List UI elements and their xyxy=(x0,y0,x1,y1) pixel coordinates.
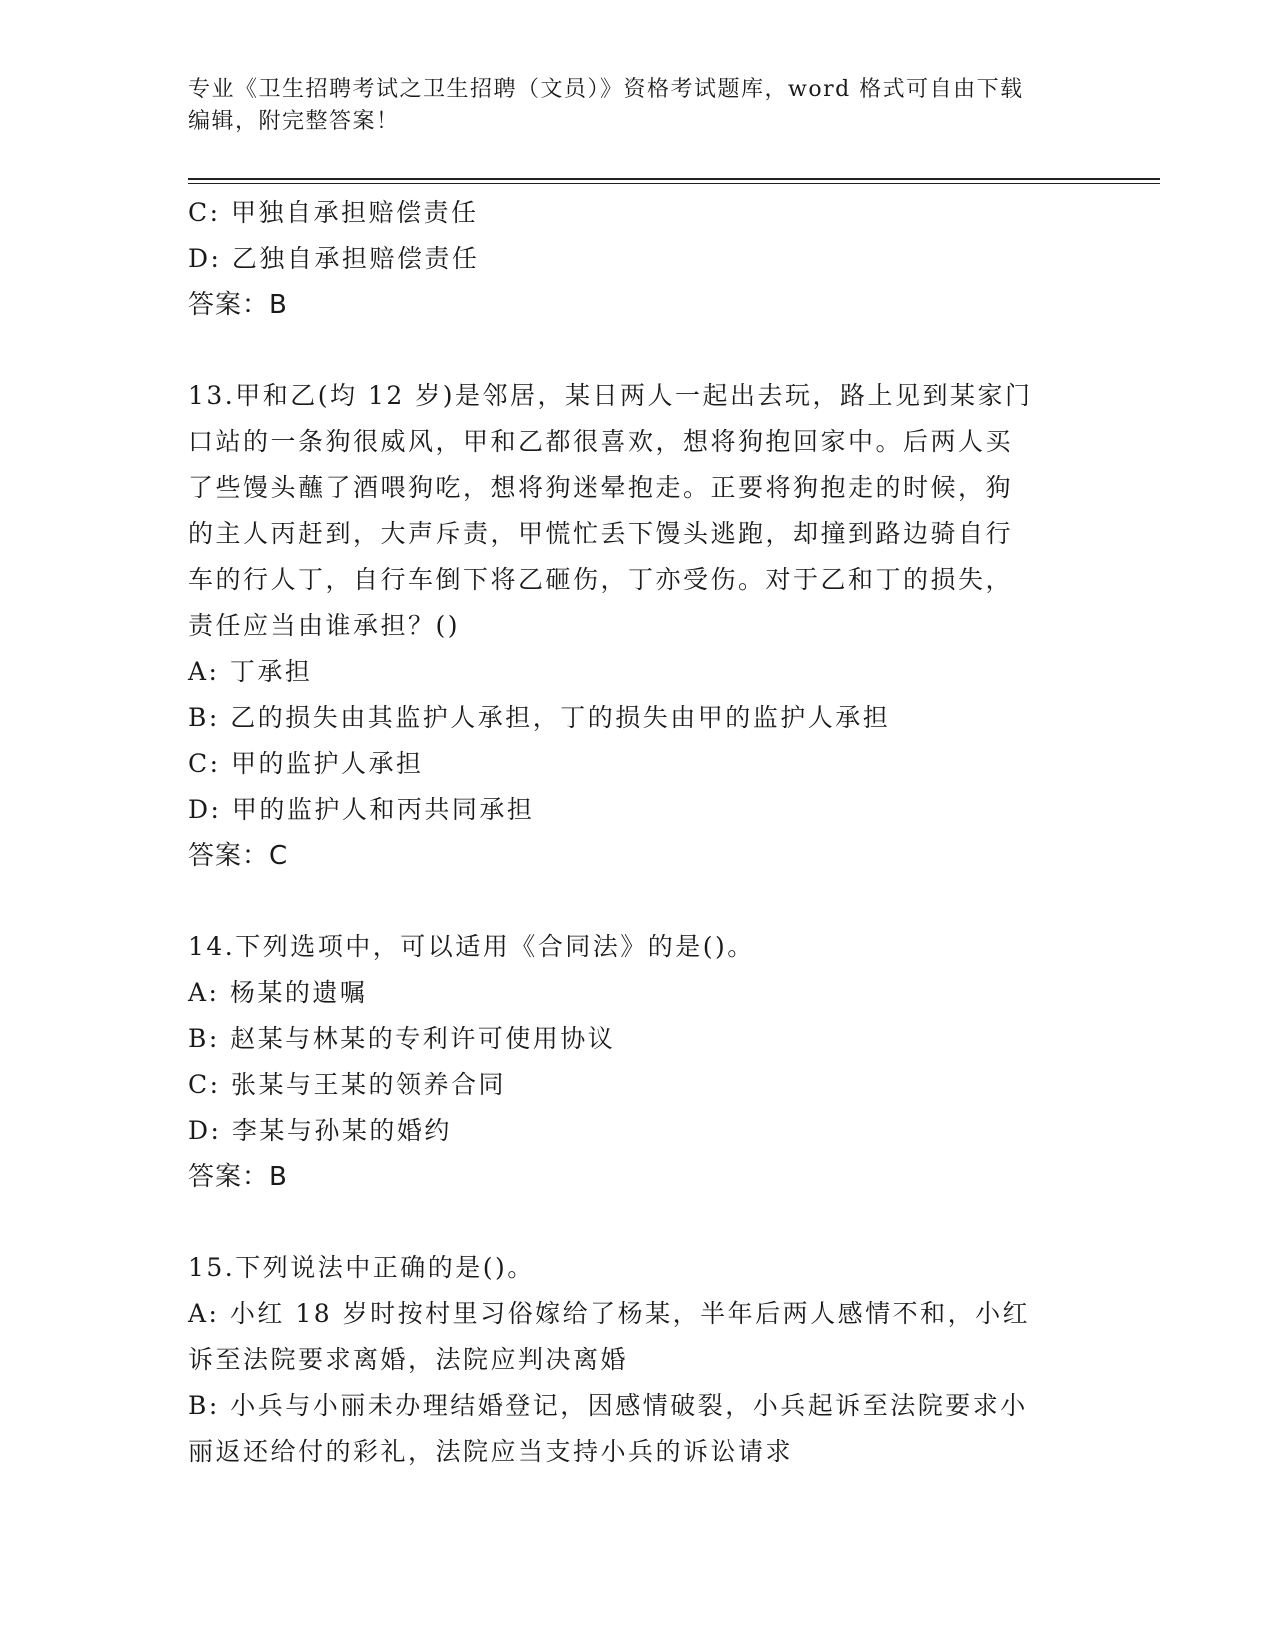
question-13 xyxy=(188,373,1088,879)
header-rule-thick xyxy=(188,178,1160,180)
option-a: A: 丁承担 xyxy=(188,657,313,686)
option-c: C: 甲的监护人承担 xyxy=(188,749,424,778)
header-title-line-1: 专业《卫生招聘考试之卫生招聘（文员）》资格考试题库，word 格式可自由下载 xyxy=(188,77,1024,102)
option-a-continued: 诉至法院要求离婚，法院应判决离婚 xyxy=(188,1345,629,1374)
question-stem-line: 14.下列选项中，可以适用《合同法》的是()。 xyxy=(188,932,755,961)
option-d: D: 李某与孙某的婚约 xyxy=(188,1116,452,1145)
spacer xyxy=(188,328,1088,373)
option-b-continued: 丽返还给付的彩礼，法院应当支持小兵的诉讼请求 xyxy=(188,1437,794,1466)
header-rule-thin xyxy=(188,183,1160,184)
question-stem-line: 的主人丙赶到，大声斥责，甲慌忙丢下馒头逃跑，却撞到路边骑自行 xyxy=(188,519,1014,548)
question-list xyxy=(188,190,1088,1475)
answer: 答案：B xyxy=(188,290,288,320)
option-c: C: 甲独自承担赔偿责任 xyxy=(188,198,479,227)
option-a: A: 小红 18 岁时按村里习俗嫁给了杨某，半年后两人感情不和，小红 xyxy=(188,1299,1031,1328)
answer: 答案：B xyxy=(188,1162,288,1192)
option-a: A: 杨某的遗嘱 xyxy=(188,978,368,1007)
spacer xyxy=(188,879,1088,924)
header-title-line-2: 编辑，附完整答案！ xyxy=(188,109,400,134)
question-12 xyxy=(188,190,1088,328)
question-stem-line: 责任应当由谁承担？() xyxy=(188,611,461,640)
question-stem-line: 15.下列说法中正确的是()。 xyxy=(188,1253,535,1282)
question-14 xyxy=(188,924,1088,1200)
spacer xyxy=(188,1200,1088,1245)
option-b: B: 赵某与林某的专利许可使用协议 xyxy=(188,1024,616,1053)
option-c: C: 张某与王某的领养合同 xyxy=(188,1070,506,1099)
option-b: B: 乙的损失由其监护人承担，丁的损失由甲的监护人承担 xyxy=(188,703,891,732)
question-stem-line: 了些馒头蘸了酒喂狗吃，想将狗迷晕抱走。正要将狗抱走的时候，狗 xyxy=(188,473,1014,502)
question-stem-line: 口站的一条狗很威风，甲和乙都很喜欢，想将狗抱回家中。后两人买 xyxy=(188,427,1014,456)
option-b: B: 小兵与小丽未办理结婚登记，因感情破裂，小兵起诉至法院要求小 xyxy=(188,1391,1028,1420)
question-stem-line: 13.甲和乙(均 12 岁)是邻居，某日两人一起出去玩，路上见到某家门 xyxy=(188,381,1033,410)
question-stem-line: 车的行人丁，自行车倒下将乙砸伤，丁亦受伤。对于乙和丁的损失， xyxy=(188,565,1014,594)
document-header xyxy=(188,74,1088,138)
question-15 xyxy=(188,1245,1088,1475)
answer: 答案：C xyxy=(188,841,289,871)
option-d: D: 乙独自承担赔偿责任 xyxy=(188,244,480,273)
option-d: D: 甲的监护人和丙共同承担 xyxy=(188,795,535,824)
